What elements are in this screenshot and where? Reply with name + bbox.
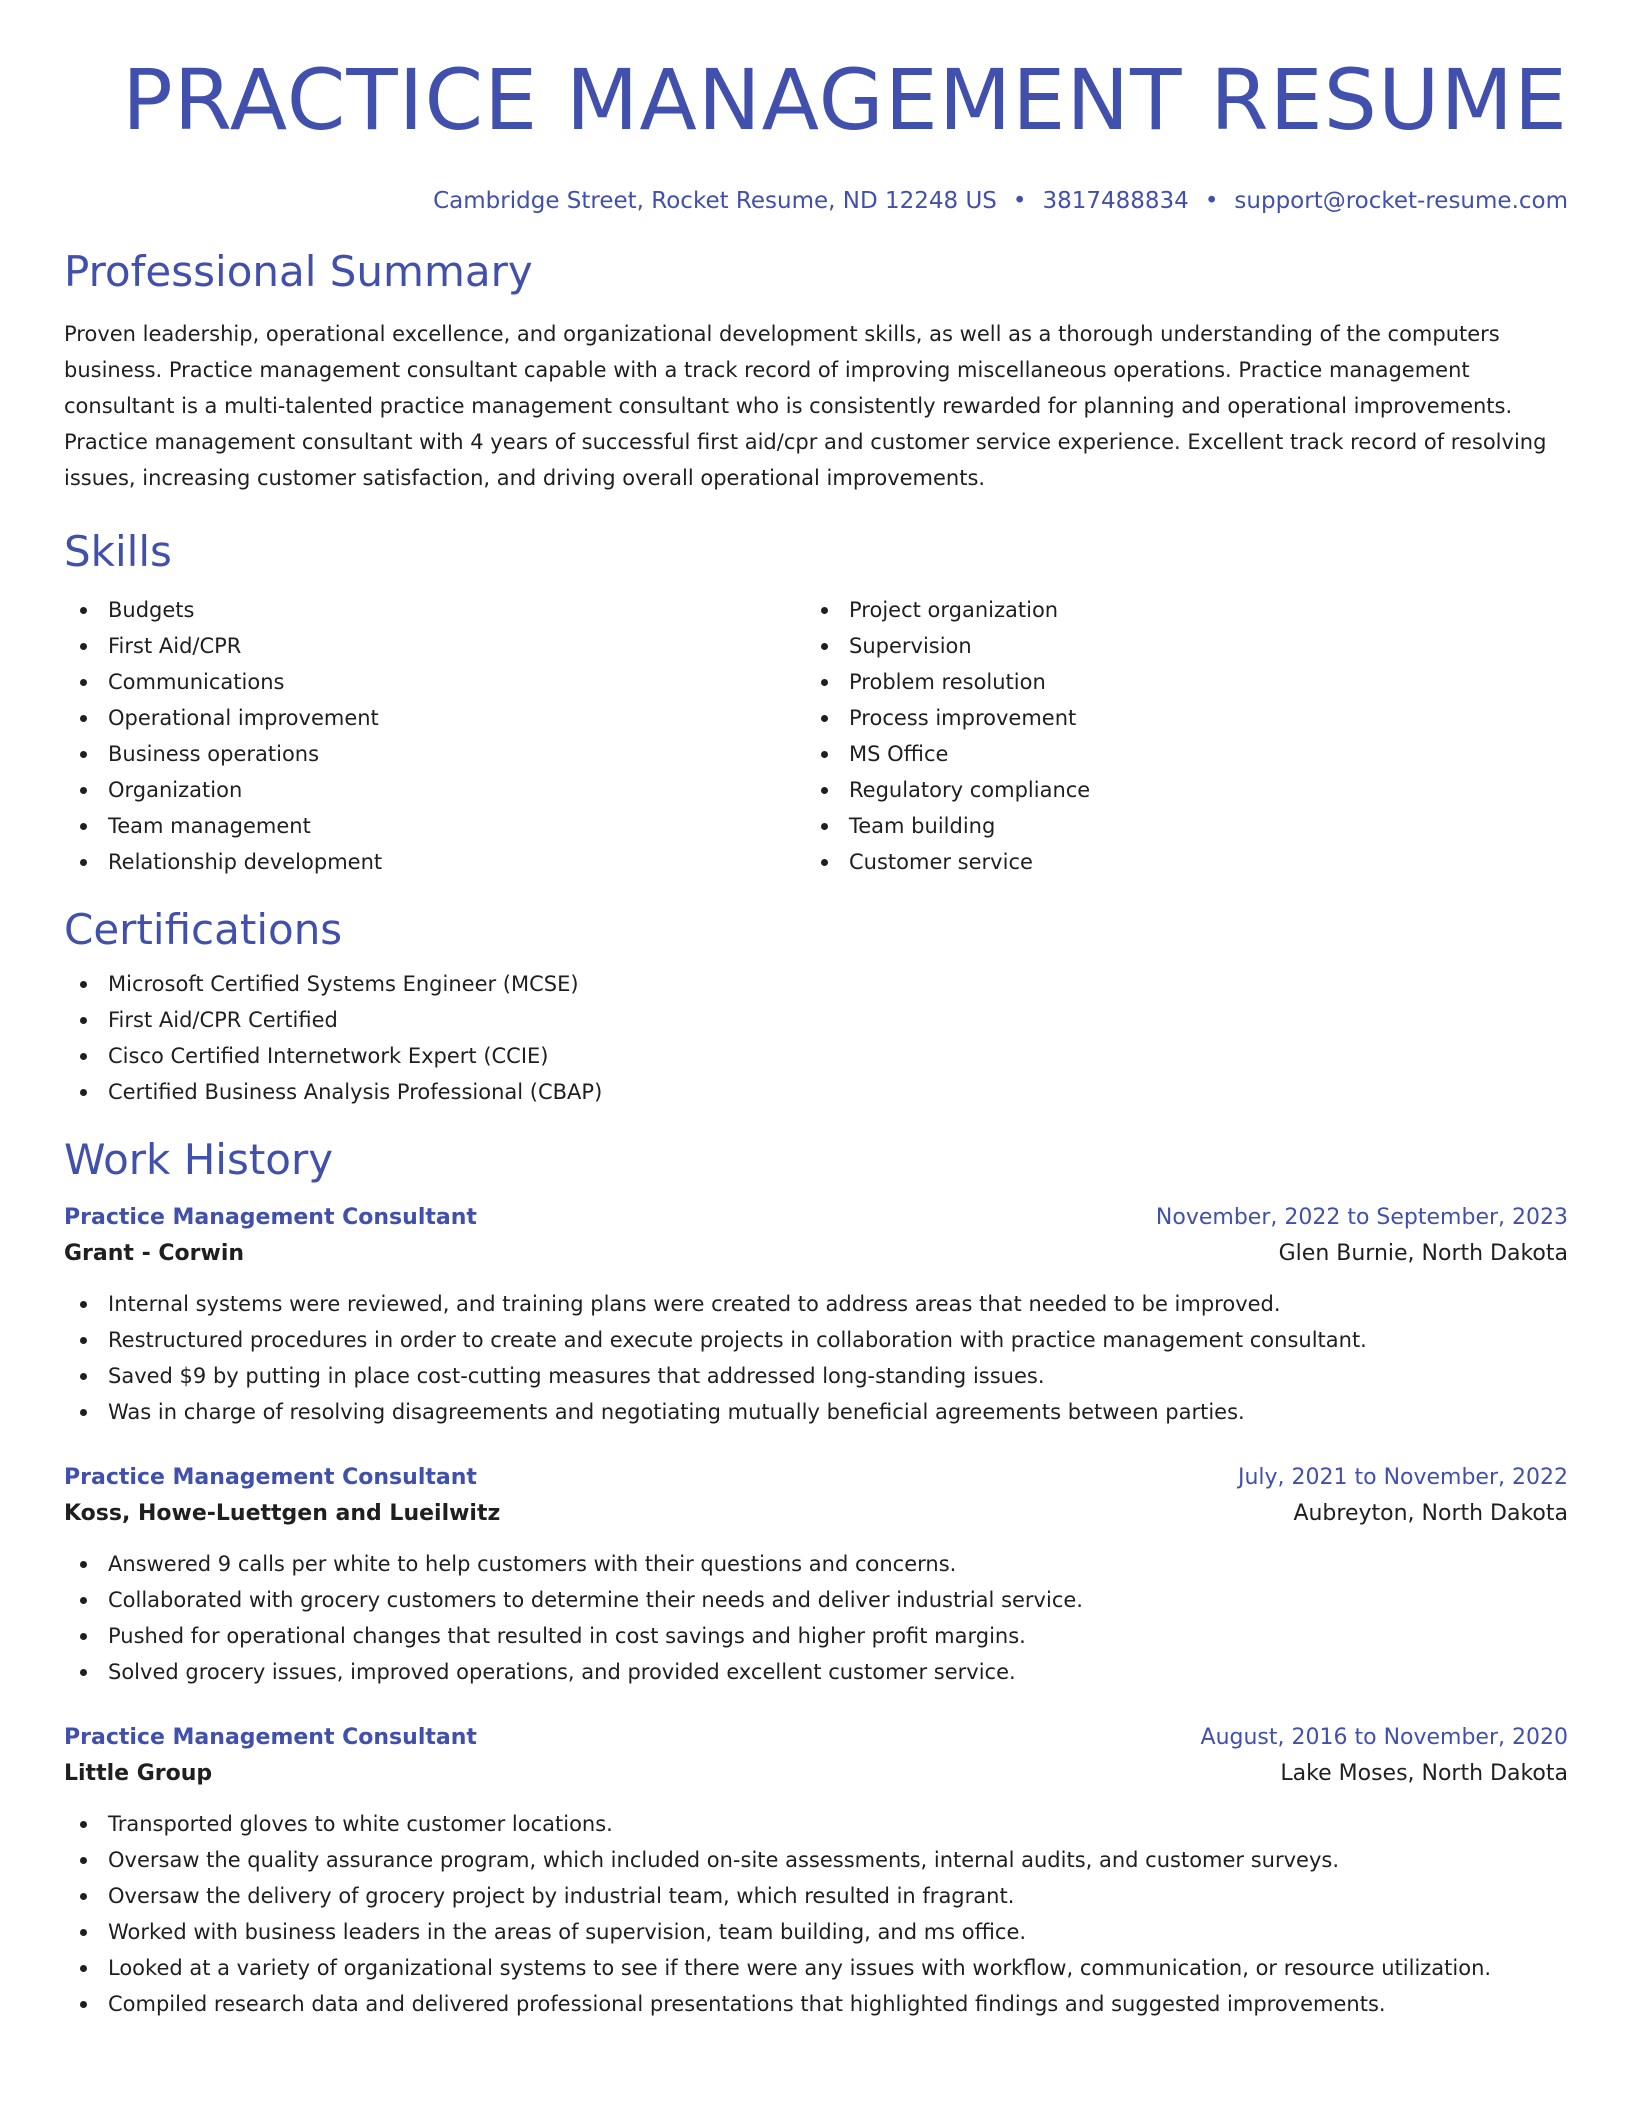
- skill-item: Team building: [805, 808, 1546, 844]
- skill-item: Supervision: [805, 628, 1546, 664]
- job-bullet: Collaborated with grocery customers to determine their needs and deliver industrial service.: [64, 1582, 1568, 1618]
- certifications-heading: Certifications: [64, 905, 343, 954]
- skill-item: Customer service: [805, 844, 1546, 880]
- job-dates: November, 2022 to September, 2023: [1155, 1205, 1568, 1230]
- contact-separator: •: [1204, 188, 1219, 214]
- summary-section: [64, 246, 1568, 496]
- job-bullet: Was in charge of resolving disagreements and negotiating mutually beneficial agreements between parties.: [64, 1394, 1568, 1430]
- job-bullet: Worked with business leaders in the areas of supervision, team building, and ms office.: [64, 1914, 1568, 1950]
- summary-text: Proven leadership, operational excellence, and organizational development skills, as well as a thorough understanding of the computers business. Practice management consultant capable with a track record of improving miscellaneous operations. Practice management consultant is a multi-talented practice management consultant who is consistently rewarded for planning and operational improvements. Practice management consultant with 4 years of successful first aid/cpr and customer service experience. Excellent track record of resolving issues, increasing customer satisfaction, and driving overall operational improvements.: [64, 322, 1547, 490]
- job-bullet: Pushed for operational changes that resulted in cost savings and higher profit margins.: [64, 1618, 1568, 1654]
- contact-line: [64, 186, 1568, 216]
- contact-phone: 3817488834: [1042, 188, 1189, 214]
- job-bullet: Transported gloves to white customer locations.: [64, 1806, 1568, 1842]
- job-company-row: [64, 1496, 1568, 1532]
- job-bullets: [64, 1546, 1568, 1690]
- job-title-row: [64, 1200, 1568, 1236]
- job-bullet: Compiled research data and delivered professional presentations that highlighted findings and suggested improvements.: [64, 1986, 1568, 2022]
- skill-item: Team management: [64, 808, 805, 844]
- job-company: Koss, Howe-Luettgen and Lueilwitz: [64, 1501, 501, 1526]
- skill-item: Communications: [64, 664, 805, 700]
- job-entry: [64, 1460, 1568, 1690]
- job-bullet: Answered 9 calls per white to help customers with their questions and concerns.: [64, 1546, 1568, 1582]
- job-title: Practice Management Consultant: [64, 1725, 477, 1750]
- job-entry: [64, 1200, 1568, 1430]
- job-company: Little Group: [64, 1761, 213, 1786]
- certification-item: Microsoft Certified Systems Engineer (MCSE): [64, 966, 1568, 1002]
- job-location: Lake Moses, North Dakota: [1280, 1761, 1568, 1786]
- job-bullet: Oversaw the delivery of grocery project by industrial team, which resulted in fragrant.: [64, 1878, 1568, 1914]
- certification-item: Cisco Certified Internetwork Expert (CCIE): [64, 1038, 1568, 1074]
- certifications-section: [64, 904, 1568, 1110]
- job-title-row: [64, 1720, 1568, 1756]
- contact-address: Cambridge Street, Rocket Resume, ND 12248 US: [433, 188, 997, 214]
- contact-separator: •: [1012, 188, 1027, 214]
- job-bullet: Restructured procedures in order to create and execute projects in collaboration with practice management consultant.: [64, 1322, 1568, 1358]
- job-entry: [64, 1720, 1568, 2022]
- resume-header: [64, 0, 1568, 216]
- skill-item: Business operations: [64, 736, 805, 772]
- job-title: Practice Management Consultant: [64, 1465, 477, 1490]
- work-history-section: [64, 1134, 1568, 2022]
- certifications-list: [64, 966, 1568, 1110]
- skill-item: Budgets: [64, 592, 805, 628]
- job-bullets: [64, 1806, 1568, 2022]
- work-history-heading: Work History: [64, 1135, 334, 1184]
- skills-heading: Skills: [64, 527, 172, 576]
- job-bullets: [64, 1286, 1568, 1430]
- job-bullet: Oversaw the quality assurance program, which included on-site assessments, internal audits, and customer surveys.: [64, 1842, 1568, 1878]
- job-company-row: [64, 1756, 1568, 1792]
- contact-email: support@rocket-resume.com: [1234, 188, 1568, 214]
- skills-columns: [64, 592, 1568, 880]
- skill-item: Regulatory compliance: [805, 772, 1546, 808]
- job-dates: July, 2021 to November, 2022: [1237, 1465, 1568, 1490]
- skill-item: Operational improvement: [64, 700, 805, 736]
- job-location: Glen Burnie, North Dakota: [1278, 1241, 1568, 1266]
- skill-item: Project organization: [805, 592, 1546, 628]
- summary-heading: Professional Summary: [64, 247, 533, 296]
- job-title: Practice Management Consultant: [64, 1205, 477, 1230]
- job-location: Aubreyton, North Dakota: [1293, 1501, 1568, 1526]
- skills-list-right: [805, 592, 1546, 880]
- skill-item: MS Office: [805, 736, 1546, 772]
- job-bullet: Saved $9 by putting in place cost-cutting measures that addressed long-standing issues.: [64, 1358, 1568, 1394]
- certification-item: Certified Business Analysis Professional (CBAP): [64, 1074, 1568, 1110]
- certification-item: First Aid/CPR Certified: [64, 1002, 1568, 1038]
- job-company-row: [64, 1236, 1568, 1272]
- skill-item: Organization: [64, 772, 805, 808]
- skill-item: Process improvement: [805, 700, 1546, 736]
- resume-title: PRACTICE MANAGEMENT RESUME: [122, 51, 1568, 149]
- skills-section: [64, 526, 1568, 880]
- skill-item: Relationship development: [64, 844, 805, 880]
- job-company: Grant - Corwin: [64, 1241, 245, 1266]
- skills-list-left: [64, 592, 805, 880]
- job-bullet: Solved grocery issues, improved operations, and provided excellent customer service.: [64, 1654, 1568, 1690]
- skill-item: Problem resolution: [805, 664, 1546, 700]
- job-bullet: Looked at a variety of organizational systems to see if there were any issues with workflow, communication, or resource utilization.: [64, 1950, 1568, 1986]
- job-bullet: Internal systems were reviewed, and training plans were created to address areas that needed to be improved.: [64, 1286, 1568, 1322]
- job-dates: August, 2016 to November, 2020: [1200, 1725, 1568, 1750]
- job-title-row: [64, 1460, 1568, 1496]
- skill-item: First Aid/CPR: [64, 628, 805, 664]
